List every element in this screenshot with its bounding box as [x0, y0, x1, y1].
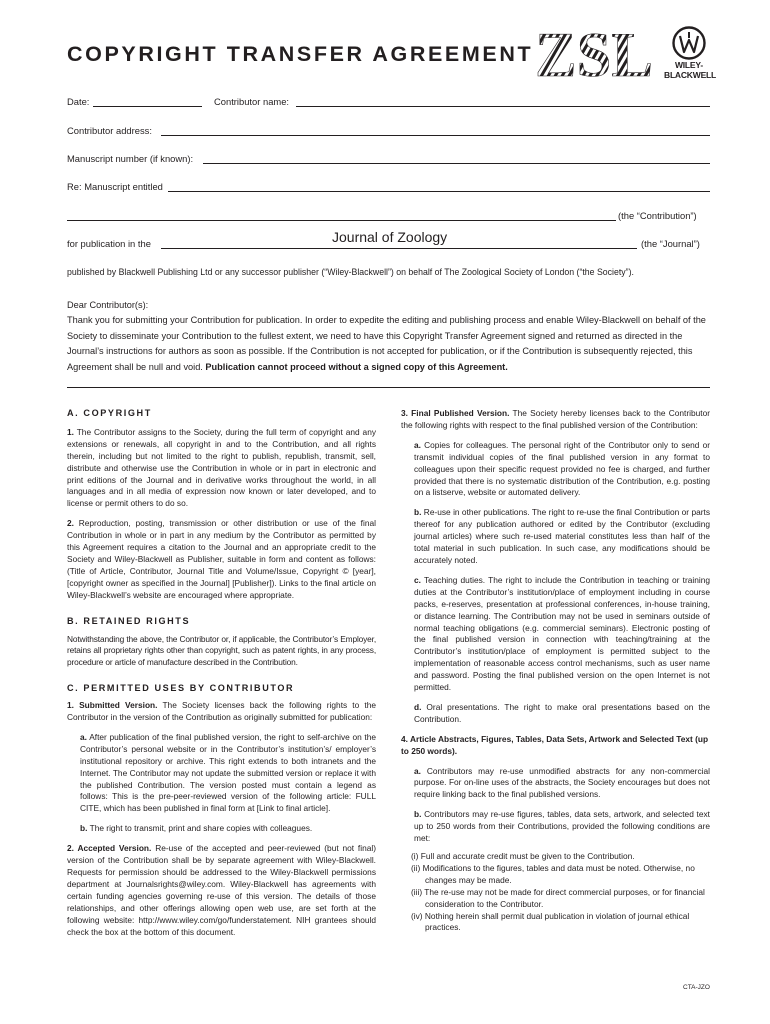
section-c-p3b: b. Re-use in other publications. The right to re-use the final Contribution or parts thereof for any publication authored or edited by the Contributor (excluding journal articles) where such re-used material constitutes less than half of the total material in such publication. In such case, any modifications should be accurately noted.	[414, 507, 710, 565]
section-c-p1a: a. After publication of the final published version, the right to self-archive on the Contributor’s personal website or in the Contributor’s institution’s/ employer’s institutional repository or archive. This right extends to both intranets and the Internet. The Contributor may not update the submitted version or replace it with the published Contribution. The version posted must contain a legend as follows: This is the pre-peer-reviewed version of the following article: FULL CITE, which has been published in final form at [Link to final article].	[80, 731, 377, 814]
section-c-p4a: a. Contributors may re-use unmodified abstracts for any non-commercial purpose. For on-line uses of the abstracts, the Society encourages but does not require linking back to the final published versions.	[414, 765, 710, 800]
left-column	[67, 408, 376, 938]
journal-value: Journal of Zoology	[332, 229, 448, 245]
manuscript-number-field[interactable]	[203, 163, 710, 164]
section-c-p3: 3. Final Published Version. The Society hereby licenses back to the Contributor the following rights with respect to the final published version of the Contribution:	[401, 408, 710, 430]
manuscript-title-field[interactable]	[168, 191, 710, 192]
section-c-p1b: b. The right to transmit, print and share copies with colleagues.	[80, 823, 313, 834]
journal-field[interactable]	[161, 248, 637, 249]
section-a-p1: 1. The Contributor assigns to the Society, during the full term of copyright and any extensions or renewals, all copyright in and to the Contribution, and all rights therein, including but not limited to the right to publish, republish, transmit, sell, distribute and otherwise use the Contribution in whole or in part in electronic and print editions of the Journal and in derivative works throughout the world, in all languages and in all media of expression now known or later developed, and to license or permit others to do so.	[67, 426, 377, 509]
intro-body-bold: Publication cannot proceed without a signed copy of this Agreement.	[205, 361, 508, 372]
form-code: CTA-JZO	[683, 984, 710, 991]
section-c-p4-title: 4. Article Abstracts, Figures, Tables, Data Sets, Artwork and Selected Text (up to 250 words).	[401, 733, 709, 756]
section-c-p3a: a. Copies for colleagues. The personal right of the Contributor only to send or transmit individual copies of the final published version in any format to colleagues upon their specific request provided no fee is charged, and further provided that there is no systematic distribution of the Contribution, e.g. posting on a listserve, website or automated delivery.	[414, 439, 710, 498]
section-a-heading: A. COPYRIGHT	[67, 408, 152, 418]
publisher-statement: published by Blackwell Publishing Ltd or any successor publisher (“Wiley-Blackwell”) on behalf of The Zoological Society of London (“the Society”).	[67, 267, 634, 277]
journal-note: (the “Journal”)	[641, 238, 700, 249]
section-c-p3d: d. Oral presentations. The right to make oral presentations based on the Contribution.	[414, 701, 710, 724]
publisher-logo-line2: BLACKWELL	[664, 69, 717, 80]
manuscript-title-label: Re: Manuscript entitled	[67, 181, 163, 192]
section-b-p1: Notwithstanding the above, the Contributor or, if applicable, the Contributor’s Employer, retains all proprietary rights other than copyright, such as patent rights, in any process, procedure or article of manufacture described in the Contribution.	[67, 633, 376, 668]
section-c-p3c: c. Teaching duties. The right to include the Contribution in teaching or training duties at the Contributor’s institution/place of employment including in course packs, e-reserves, presentation at professional conferences, in-house training, or distance learning. The Contribution may not be used in seminars outside of normal teaching obligations (e.g. commercial seminars). Electronic posting of the final published version in connection with teaching/training at the Contributor’s institution/place of employment is permitted subject to the implementation of reasonable access control mechanisms, such as user name and password. Posting the final published version on the open Internet is not permitted.	[414, 574, 710, 693]
section-c-p4b-iv: (iv) Nothing herein shall permit dual publication in violation of journal ethical practices.	[411, 910, 690, 933]
publisher-logo-line1: WILEY-	[674, 60, 704, 70]
contributor-address-field[interactable]	[161, 135, 710, 136]
zsl-logo-text: ZSL	[535, 24, 653, 80]
wiley-emblem-icon	[671, 25, 707, 61]
section-c-p4b-i: (i) Full and accurate credit must be given to the Contribution.	[411, 851, 635, 861]
date-field[interactable]	[93, 106, 202, 107]
section-c-p1: 1. Submitted Version. The Society licenses back the following rights to the Contributor in the version of the Contribution as originally submitted for publication:	[67, 700, 376, 723]
section-c-p4b-iii: (iii) The re-use may not be made for direct commercial purposes, or for financial consideration to the Contributor.	[411, 886, 705, 909]
section-c-p2: 2. Accepted Version. Re-use of the accepted and peer-reviewed (but not final) version of the Contribution shall be by separate agreement with Wiley-Blackwell. Requests for permission should be addressed to the Wiley-Blackwell permissions department at Journalsrights@wiley.com. Wiley-Blackwell has agreements with certain funding agencies governing re-use of this version. The details of those relationships, and other offerings allowing open web use, are set forth at the following website: http://www.wiley.com/go/funderstatement. NIH grantees should check the box at the bottom of this document.	[67, 843, 377, 937]
contributor-name-field[interactable]	[296, 106, 710, 107]
contributor-name-label: Contributor name:	[214, 96, 290, 107]
section-b-heading: B. RETAINED RIGHTS	[67, 615, 191, 626]
page-title: COPYRIGHT TRANSFER AGREEMENT	[67, 42, 534, 66]
publication-label: for publication in the	[67, 238, 151, 249]
manuscript-number-label: Manuscript number (if known):	[67, 153, 194, 164]
section-a-p2: 2. Reproduction, posting, transmission or other distribution or use of the final Contribution in whole or in part in any medium by the Contributor as permitted by this Agreement requires a citation to the Journal and an appropriate credit to the Society and Wiley-Blackwell as Publisher, suitable in form and content as follows: (Title of Article, Contributor, Journal Title and Volume/Issue, Copyright © [year], [copyright owner as specified in the Journal] [Publisher]). Links to the final article on Wiley-Blackwell’s website are encouraged where appropriate.	[67, 518, 376, 600]
right-column	[401, 408, 710, 934]
section-c-heading: C. PERMITTED USES BY CONTRIBUTOR	[67, 683, 295, 694]
manuscript-title-field-continued[interactable]	[67, 220, 616, 221]
section-c-p4b-ii: (ii) Modifications to the figures, tables and data must be noted. Otherwise, no changes may be made.	[411, 862, 695, 885]
wiley-blackwell-logo	[664, 25, 717, 83]
section-divider	[67, 387, 710, 388]
greeting: Dear Contributor(s):	[67, 300, 149, 310]
intro-letter	[67, 298, 712, 375]
contribution-note: (the “Contribution”)	[618, 210, 697, 221]
date-label: Date:	[67, 96, 90, 107]
intro-body: Thank you for submitting your Contribution for publication. In order to expedite the editing and publishing process and enable Wiley-Blackwell on behalf of the Society to disseminate your Contribution to the fullest extent, we need to have this Copyright Transfer Agreement signed and returned as directed in the Journal’s instructions for authors as soon as possible. If the Contribution is not accepted for publication, or if the Contribution is subsequently rejected, this Agreement shall be null and void.	[67, 315, 706, 372]
contributor-address-label: Contributor address:	[67, 125, 152, 136]
zsl-logo	[535, 24, 653, 80]
section-c-p4b: b. Contributors may re-use figures, tables, data sets, artwork, and selected text up to 250 words from their Contributions, provided the following conditions are met:	[414, 809, 710, 844]
